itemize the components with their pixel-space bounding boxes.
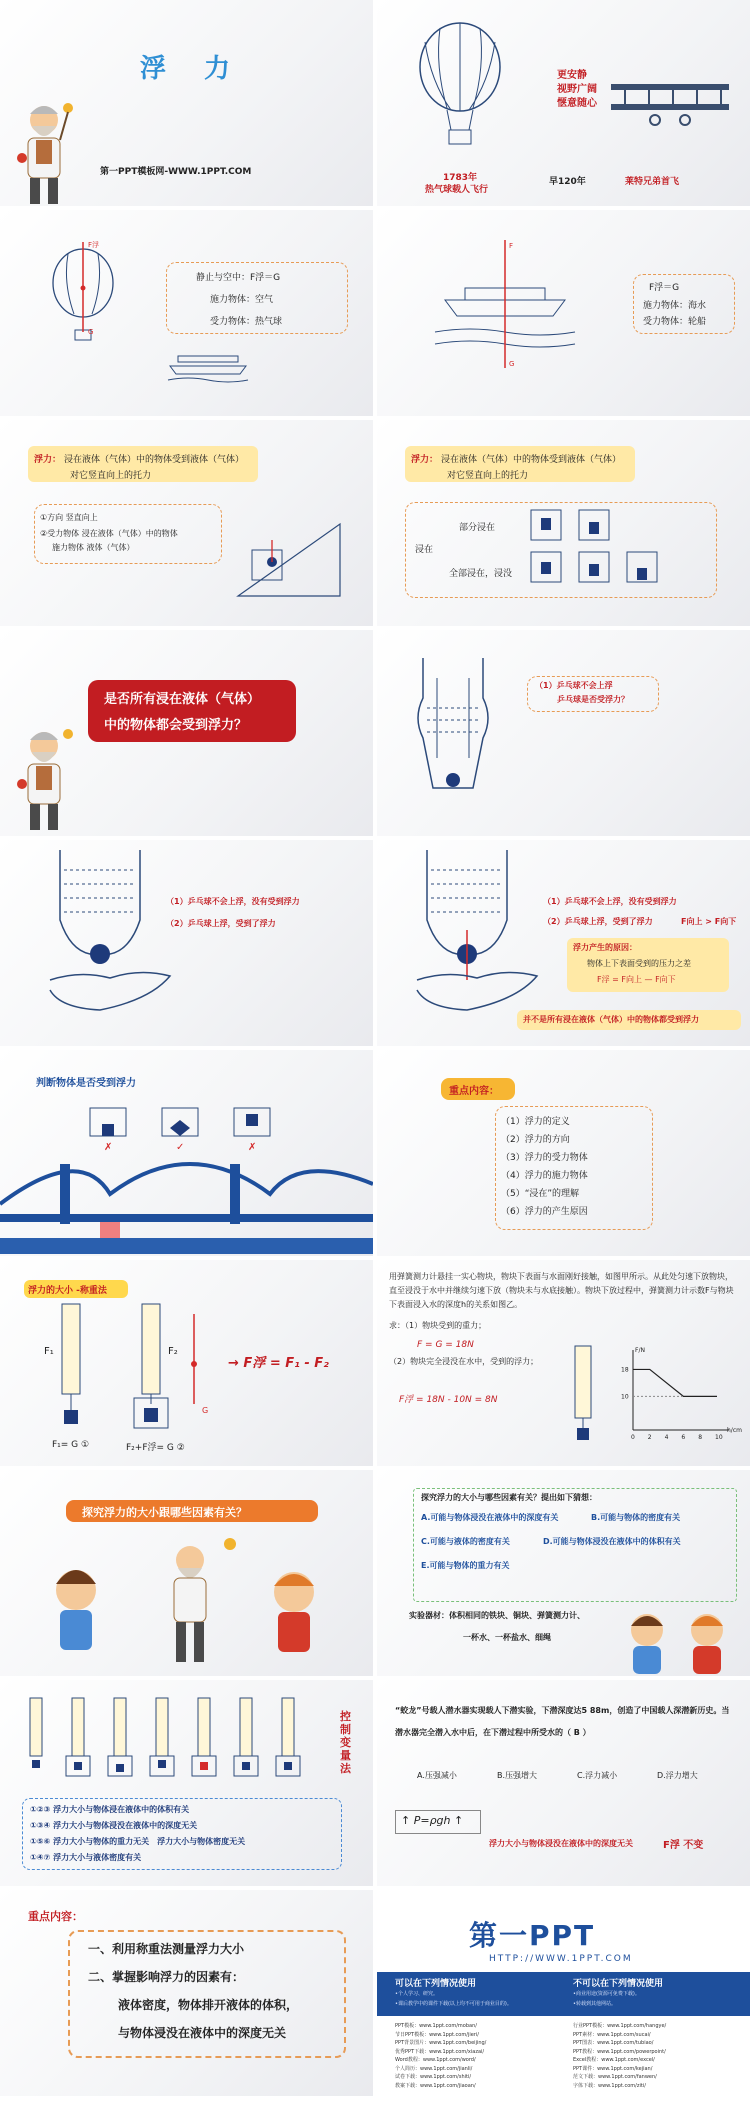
page-title: 浮 力	[140, 54, 237, 84]
can-use-sub: •个人学习、研究。	[395, 1991, 438, 1997]
logo-text: 第一PPT	[469, 1919, 596, 1952]
link-left-5[interactable]: Word教程：www.1ppt.com/word/	[395, 2057, 476, 2063]
link-left-2[interactable]: 节日PPT模板：www.1ppt.com/jieri/	[395, 2031, 479, 2038]
link-right-1[interactable]: 行业PPT模板：www.1ppt.com/hangye/	[573, 2023, 667, 2029]
slide-explore	[0, 1470, 373, 1676]
bridge-illustration	[0, 1154, 373, 1254]
f-label: F	[509, 242, 514, 250]
slide-title	[0, 0, 373, 206]
students-illustration	[40, 1536, 340, 1672]
y-tick-label: 10	[621, 1393, 629, 1401]
can-use-title: 可以在下列情况使用	[395, 1979, 477, 1989]
info-line-2: 施力物体：海水	[643, 301, 707, 311]
line-1: （1）乒乓球不会上浮，没有受到浮力	[166, 897, 300, 906]
summary-title: 重点内容：	[28, 1910, 83, 1923]
conclusion-2: ①③④ 浮力大小与物体浸没在液体中的深度无关	[30, 1821, 198, 1830]
link-right-5[interactable]: Excel教程：www.1ppt.com/excel/	[573, 2057, 655, 2063]
bottle-diagram	[413, 658, 493, 808]
line-2: （2）乒乓球上浮，受到了浮力	[543, 917, 653, 926]
slide-summary	[0, 1890, 373, 2096]
can-use-sub-2: •课后教学中的课件下载(以上均不可用于商业目的)。	[395, 2001, 512, 2007]
beaker-judge-diagram	[90, 1106, 290, 1146]
g-label: G	[202, 1406, 209, 1415]
link-left-8[interactable]: 教案下载：www.1ppt.com/jiaoan/	[395, 2082, 476, 2089]
x-tick-label: 0	[631, 1434, 635, 1441]
summary-line-3: 液体密度，物体排开液体的体积，	[118, 1998, 299, 2012]
plane-caption: 莱特兄弟首飞	[625, 177, 680, 187]
link-right-6[interactable]: PPT课件：www.1ppt.com/kejian/	[573, 2065, 653, 2072]
def-label: 浮力：	[411, 455, 439, 465]
slide-license	[377, 1890, 750, 2096]
line-2: （2）乒乓球上浮，受到了浮力	[166, 919, 276, 928]
option-b: B.压强增大	[497, 1771, 538, 1780]
def-text-2: 对它竖直向上的托力	[70, 471, 152, 481]
cause-formula: F浮 = F向上 — F向下	[597, 975, 676, 984]
experiment-scales-diagram	[30, 1698, 330, 1778]
def-text: 浸在液体（气体）中的物体受到液体（气体）	[441, 455, 622, 465]
immersed-label: 浸在	[415, 545, 434, 555]
info-line-2: 施力物体：空气	[210, 295, 274, 305]
summary-line-4: 与物体浸没在液体中的深度无关	[118, 2026, 287, 2040]
hypothesis-a: A.可能与物体浸没在液体中的深度有关	[421, 1513, 559, 1522]
equipment-2: 一杯水、一杯盐水、细绳	[463, 1633, 551, 1642]
f1-label: F₁	[44, 1346, 54, 1357]
info-line-3: 受力物体：热气球	[210, 317, 283, 327]
link-right-4[interactable]: PPT教程：www.1ppt.com/powerpoint/	[573, 2048, 666, 2055]
link-left-3[interactable]: PPT背景图片：www.1ppt.com/beijing/	[395, 2040, 487, 2046]
y-axis-label: F/N	[635, 1347, 645, 1354]
ship-force-diagram	[435, 240, 575, 380]
part-label: 部分浸在	[459, 523, 496, 533]
logo-url: HTTP://WWW.1PPT.COM	[489, 1954, 633, 1964]
summary-line-1: 一、利用称重法测量浮力大小	[88, 1942, 245, 1956]
slide-question	[0, 630, 373, 836]
professor-icon	[10, 726, 80, 836]
hypothesis-c: C.可能与液体的密度有关	[421, 1537, 510, 1546]
info-line-1: F浮＝G	[649, 283, 680, 293]
equipment-1: 实验器材：体积相同的铁块、铜块、弹簧测力计、	[409, 1611, 585, 1620]
info-line-1: 静止与空中：F浮＝G	[196, 273, 281, 283]
force-line	[633, 1369, 717, 1396]
spring-scales-diagram	[56, 1304, 209, 1434]
slide-pingpong-cause	[377, 840, 750, 1046]
question-text: 是否所有浸在液体（气体）	[104, 692, 261, 707]
balloon-year: 1783年	[443, 173, 478, 183]
force-depth-graph	[617, 1340, 742, 1450]
def-label: 浮力：	[34, 455, 62, 465]
keypoint-5: （5）“浸在”的理解	[501, 1189, 580, 1199]
problem-text: 用弹簧测力计悬挂一实心物块，物块下表面与水面刚好接触，如图甲所示。从此处匀速下放物块，直至浸没于水中并继续匀速下放（物块未与水底接触）。物块下放过程中，弹簧测力计示数F与物块下表面浸入水的深度h的关系如图乙。	[389, 1272, 734, 1309]
slide-bridge	[0, 1050, 373, 1256]
cause-text: 物体上下表面受到的压力之差	[587, 959, 691, 968]
mark-1: ✗	[104, 1142, 113, 1153]
cannot-use-sub: •商业用途(资源可免费下载)。	[573, 1991, 640, 1997]
conclusion-1: ①②③ 浮力大小与物体浸在液体中的体积有关	[30, 1805, 190, 1814]
slide-pingpong-2	[0, 840, 373, 1046]
x-tick-label: 10	[715, 1434, 723, 1441]
balloon-force-diagram	[48, 248, 118, 348]
slide-pingpong-1	[377, 630, 750, 836]
full-label: 全部浸在，浸没	[449, 569, 513, 579]
g-label: G	[509, 360, 515, 368]
keypoint-1: （1）浮力的定义	[501, 1117, 570, 1127]
f2-label: F₂	[168, 1346, 178, 1357]
slide-hypotheses	[377, 1470, 750, 1676]
ans-1: F = G = 18N	[417, 1340, 474, 1350]
def-text-2: 对它竖直向上的托力	[447, 471, 529, 481]
beakers-diagram	[527, 508, 707, 588]
slide-ship-force	[377, 210, 750, 416]
link-right-3[interactable]: PPT图表：www.1ppt.com/tubiao/	[573, 2040, 654, 2046]
conclusion-3: ①⑤⑥ 浮力大小与物体的重力无关 浮力大小与物体密度无关	[30, 1837, 246, 1846]
slide-jiaolong-problem	[377, 1680, 750, 1886]
link-left-1[interactable]: PPT模板：www.1ppt.com/moban/	[395, 2023, 477, 2029]
cannot-use-title: 不可以在下列情况使用	[573, 1979, 664, 1989]
slide-history	[377, 0, 750, 206]
mark-3: ✗	[248, 1142, 257, 1153]
slide-heading: 判断物体是否受到浮力	[36, 1078, 136, 1089]
slogan-2: 视野广阔	[557, 84, 597, 95]
slide-weighing-method	[0, 1260, 373, 1466]
point-1: ①方向 竖直向上	[40, 513, 98, 522]
note: 浮力大小与物体浸没在液体中的深度无关	[489, 1839, 633, 1848]
slide-immersion	[377, 420, 750, 626]
funnel-hand-diagram	[40, 850, 180, 1030]
summary-line-2: 二、掌握影响浮力的因素有：	[88, 1970, 245, 1984]
line-1: （1）乒乓球不会上浮，没有受到浮力	[543, 897, 677, 906]
slide-heading: 浮力的大小 -称重法	[28, 1286, 107, 1296]
caption-1: F₁= G ①	[52, 1440, 90, 1450]
cannot-use-sub-2: •转载到其他网站。	[573, 2001, 616, 2007]
slogan-1: 更安静	[557, 70, 587, 81]
x-tick-label: 4	[664, 1434, 669, 1441]
links-right	[573, 2022, 743, 2090]
caption-2: F₂+F浮= G ②	[126, 1443, 185, 1453]
point-2: ②受力物体 浸在液体（气体）中的物体	[40, 529, 178, 538]
option-c: C.浮力减小	[577, 1771, 618, 1780]
line-2-force: F向上 > F向下	[681, 917, 737, 926]
slide-control-variables	[0, 1680, 373, 1886]
mark-2: ✓	[176, 1142, 185, 1153]
ship-icon	[168, 352, 248, 382]
slide-calc-problem	[377, 1260, 750, 1466]
q1: （1）乒乓球不会上浮	[535, 681, 613, 690]
keypoint-3: （3）浮力的受力物体	[501, 1153, 588, 1163]
link-left-7[interactable]: 试卷下载：www.1ppt.com/shiti/	[395, 2074, 472, 2080]
slide-balloon-force	[0, 210, 373, 416]
funnel-hand-force-diagram	[407, 850, 547, 1030]
link-left-4[interactable]: 优秀PPT下载：www.1ppt.com/xiazai/	[395, 2048, 485, 2055]
formula: → F浮 = F₁ - F₂	[228, 1356, 329, 1371]
keypoint-6: （6）浮力的产生原因	[501, 1207, 588, 1217]
biplane-icon	[605, 70, 735, 130]
formula: ↑ P=ρgh ↑	[401, 1814, 464, 1827]
slide-definition	[0, 420, 373, 626]
note-2: F浮 不变	[663, 1840, 704, 1851]
note-text: 并不是所有浸在液体（气体）中的物体都受到浮力	[523, 1015, 699, 1024]
link-right-8[interactable]: 字体下载：www.1ppt.com/ziti/	[573, 2082, 646, 2089]
slide-keypoints	[377, 1050, 750, 1256]
hypothesis-b: B.可能与物体的密度有关	[591, 1513, 681, 1522]
spring-scale-icon	[573, 1346, 597, 1442]
hypothesis-e: E.可能与物体的重力有关	[421, 1561, 510, 1570]
ask-2: （2）物块完全浸没在水中，受到的浮力；	[389, 1357, 539, 1366]
slogan-3: 惬意随心	[557, 98, 597, 109]
balloon-caption: 热气球载人飞行	[425, 185, 489, 195]
link-right-7[interactable]: 范文下载：www.1ppt.com/fanwen/	[573, 2074, 657, 2080]
option-a: A.压强减小	[417, 1771, 457, 1780]
hot-air-balloon-icon	[415, 22, 505, 152]
professor-icon	[10, 100, 80, 206]
point-3: 施力物体 液体（气体）	[52, 543, 135, 552]
cause-title: 浮力产生的原因：	[573, 943, 637, 952]
incline-diagram	[236, 520, 346, 600]
x-tick-label: 8	[698, 1434, 703, 1441]
x-axis-label: h/cm	[727, 1427, 742, 1434]
links-left	[395, 2022, 555, 2090]
link-right-2[interactable]: PPT素材：www.1ppt.com/sucai/	[573, 2031, 651, 2038]
q2: 乒乓球是否受浮力？	[557, 695, 629, 704]
students-illustration	[617, 1602, 747, 1676]
side-label: 控制变量法	[340, 1710, 351, 1775]
hypothesis-d: D.可能与物体浸没在液体中的体积有关	[543, 1537, 681, 1546]
question-text-2: 中的物体都会受到浮力？	[104, 718, 248, 733]
x-tick-label: 6	[681, 1434, 686, 1441]
def-text: 浸在液体（气体）中的物体受到液体（气体）	[64, 455, 245, 465]
problem-text: “蛟龙”号载人潜水器实现载人下潜实验，下潜深度达5 88m，创造了中国载人深潜新历史。当潜水器完全潜入水中后，在下潜过程中所受水的（ B ）	[395, 1706, 730, 1737]
explore-title: 探究浮力的大小跟哪些因素有关？	[82, 1506, 247, 1519]
x-tick-label: 2	[647, 1434, 652, 1441]
ask-1: 求：（1）物块受到的重力；	[389, 1321, 487, 1330]
conclusion-4: ①④⑦ 浮力大小与液体密度有关	[30, 1853, 142, 1862]
hypotheses-title: 探究浮力的大小与哪些因素有关？提出如下猜想：	[421, 1493, 597, 1502]
keypoint-2: （2）浮力的方向	[501, 1135, 570, 1145]
g-label: G	[88, 328, 94, 336]
option-d: D.浮力增大	[657, 1771, 698, 1780]
f-label: F浮	[88, 241, 100, 249]
link-left-6[interactable]: 个人简历：www.1ppt.com/jianli/	[395, 2065, 473, 2072]
ans-2: F浮 = 18N - 10N = 8N	[399, 1395, 498, 1405]
y-tick-label: 18	[621, 1366, 629, 1374]
mid-caption: 早120年	[549, 177, 586, 187]
keypoint-4: （4）浮力的施力物体	[501, 1171, 588, 1181]
footer-text: 第一PPT模板网-WWW.1PPT.COM	[100, 167, 252, 177]
keypoints-title: 重点内容：	[449, 1086, 499, 1097]
info-line-3: 受力物体：轮船	[643, 317, 707, 327]
